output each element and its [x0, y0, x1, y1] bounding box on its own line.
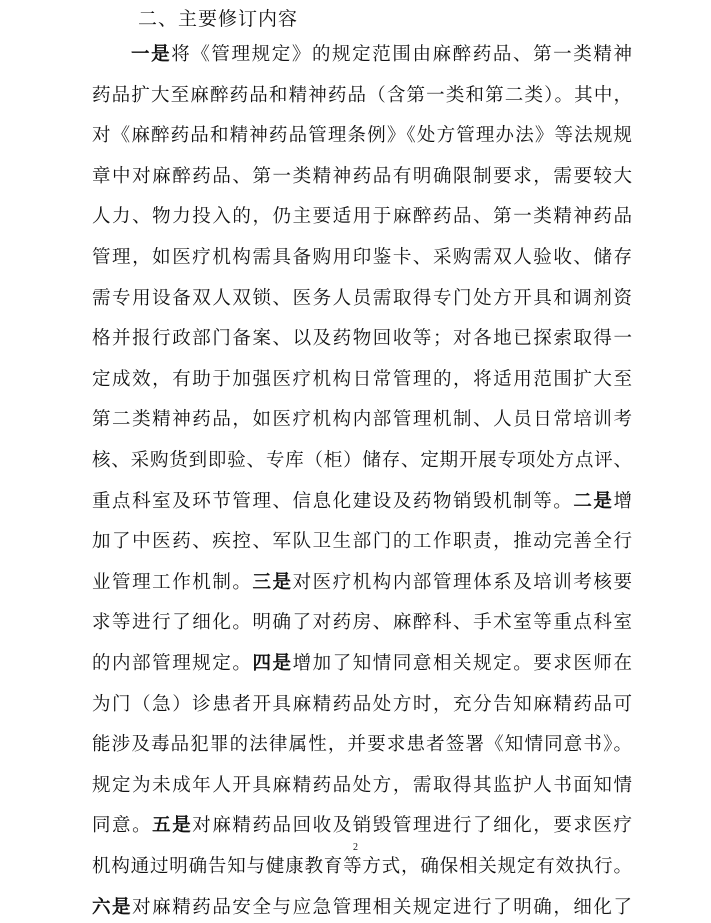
text-line	[92, 446, 632, 476]
section-heading: 二、主要修订内容	[138, 8, 299, 30]
emphasis-label: 三是	[252, 571, 293, 593]
text-run: 能涉及毒品犯罪的法律属性，并要求患者签署《知情同意书》。	[92, 734, 632, 756]
text-run: 人力、物力投入的，仍主要适用于麻醉药品、第一类精神药品	[92, 206, 632, 228]
page-number: 2	[353, 842, 358, 853]
text-line	[92, 162, 632, 192]
text-line	[92, 324, 632, 354]
text-run: 增	[613, 490, 632, 512]
text-line	[92, 852, 632, 882]
text-run: 对麻精药品回收及销毁管理进行了细化，要求医疗	[192, 815, 632, 837]
text-run: 重点科室及环节管理、信息化建设及药物销毁机制等。	[92, 490, 574, 512]
text-line	[92, 487, 632, 517]
text-line	[92, 405, 632, 435]
text-run: 加了中医药、疾控、军队卫生部门的工作职责，推动完善全行	[92, 531, 632, 553]
text-line	[92, 121, 632, 151]
text-line	[92, 527, 632, 557]
text-run: 第二类精神药品，如医疗机构内部管理机制、人员日常培训考	[92, 409, 632, 431]
text-line	[92, 690, 632, 720]
text-run: 的内部管理规定。	[92, 653, 253, 674]
text-run: 格并报行政部门备案、以及药物回收等；对各地已探索取得一	[92, 328, 632, 350]
text-line	[92, 608, 632, 638]
text-line	[92, 568, 632, 598]
emphasis-label: 二是	[573, 490, 614, 512]
text-run: 为门（急）诊患者开具麻精药品处方时，充分告知麻精药品可	[92, 693, 632, 715]
text-line	[92, 365, 632, 395]
text-line	[92, 243, 632, 273]
text-line	[92, 649, 632, 679]
text-run: 业管理工作机制。	[92, 571, 253, 593]
text-line	[92, 284, 632, 314]
text-line	[92, 771, 632, 801]
text-line	[92, 81, 632, 111]
text-run: 定成效，有助于加强医疗机构日常管理的，将适用范围扩大至	[92, 368, 632, 390]
emphasis-label: 四是	[252, 653, 293, 674]
emphasis-label: 五是	[152, 815, 193, 837]
text-run: 对麻精药品安全与应急管理相关规定进行了明确，细化了	[132, 896, 632, 918]
text-run: 将《管理规定》的规定范围由麻醉药品、第一类精神	[171, 44, 632, 65]
text-run: 对医疗机构内部管理体系及培训考核要	[292, 571, 632, 593]
text-run: 对《麻醉药品和精神药品管理条例》《处方管理办法》等法规规	[92, 125, 632, 147]
text-line	[92, 202, 632, 232]
emphasis-label: 一是	[131, 44, 172, 65]
text-run: 同意。	[92, 815, 153, 837]
text-run: 机构通过明确告知与健康教育等方式，确保相关规定有效执行。	[92, 856, 632, 877]
emphasis-label: 六是	[92, 896, 133, 918]
text-run: 规定为未成年人开具麻精药品处方，需取得其监护人书面知情	[92, 774, 632, 796]
text-run: 章中对麻醉药品、第一类精神药品有明确限制要求，需要较大	[92, 165, 632, 187]
text-run: 求等进行了细化。明确了对药房、麻醉科、手术室等重点科室	[92, 612, 632, 634]
text-line	[131, 40, 632, 70]
text-run: 核、采购货到即验、专库（柜）储存、定期开展专项处方点评、	[92, 450, 632, 471]
text-line	[92, 811, 632, 841]
text-line	[92, 730, 632, 760]
text-line	[92, 893, 632, 923]
text-run: 需专用设备双人双锁、医务人员需取得专门处方开具和调剂资	[92, 287, 632, 309]
text-run: 增加了知情同意相关规定。要求医师在	[292, 653, 632, 674]
text-run: 管理，如医疗机构需具备购用印鉴卡、采购需双人验收、储存	[92, 247, 632, 268]
text-run: 药品扩大至麻醉药品和精神药品（含第一类和第二类）。其中，	[92, 84, 632, 106]
